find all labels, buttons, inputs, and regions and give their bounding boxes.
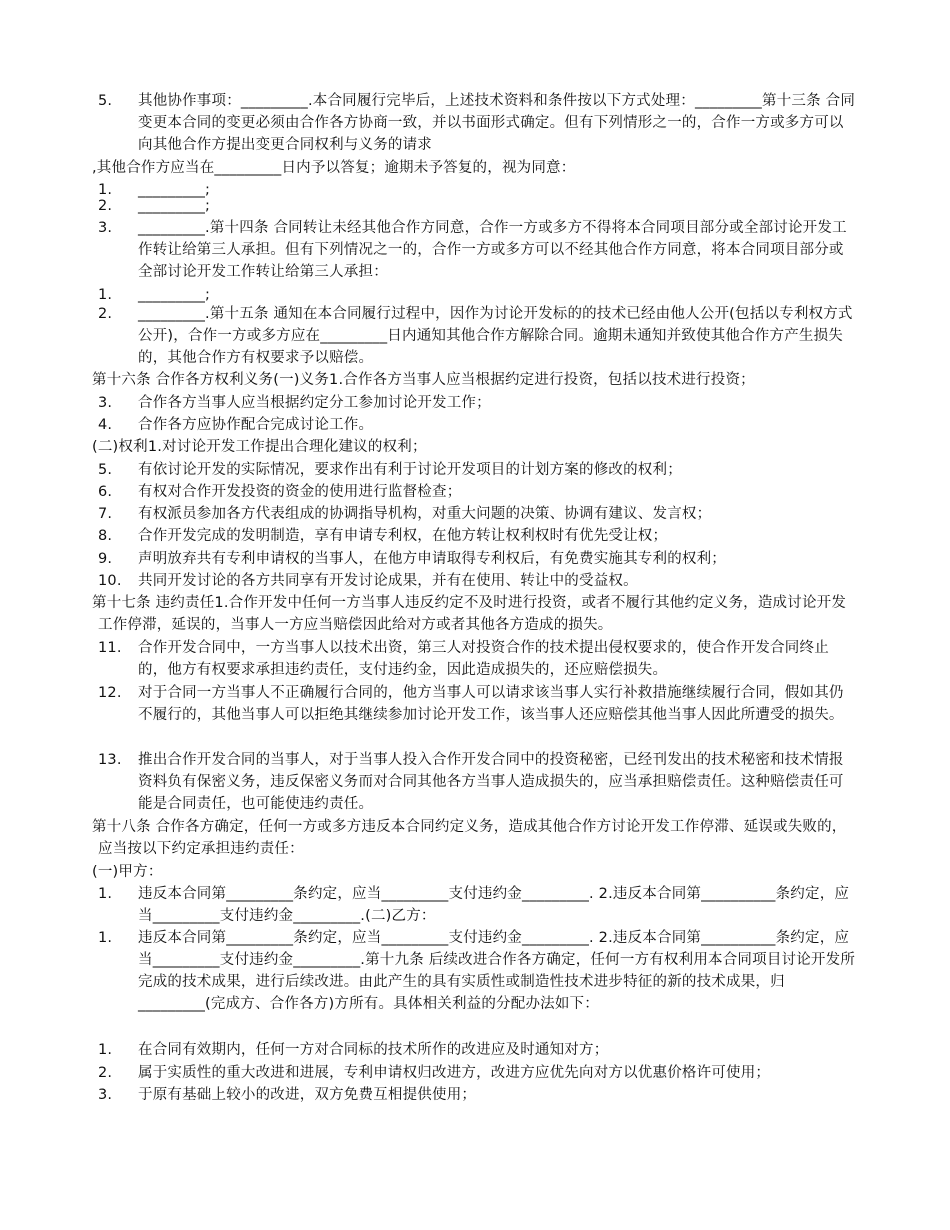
numbered-clause xyxy=(98,90,856,156)
clause-number: 3. xyxy=(98,395,113,411)
paragraph-text: (二)权利1.对讨论开发工作提出合理化建议的权利； xyxy=(92,439,427,455)
clause-text: 合作各方应协作配合完成讨论工作。 xyxy=(138,417,374,433)
paragraph xyxy=(92,592,856,636)
paragraph-text: 第十六条 合作各方权利义务(一)义务1.合作各方当事人应当根据约定进行投资，包括以技术进行投资； xyxy=(92,372,755,388)
clause-number: 2. xyxy=(98,198,113,214)
clause-number: 1. xyxy=(98,930,113,946)
clause-text: 有权对合作开发投资的资金的使用进行监督检查； xyxy=(138,484,462,500)
clause-text: _________; xyxy=(138,182,211,198)
clause-number: 7. xyxy=(98,506,113,522)
clause-number: 2. xyxy=(98,1065,113,1081)
numbered-clause xyxy=(98,217,856,283)
clause-number: 4. xyxy=(98,417,113,433)
paragraph-text: (一)甲方： xyxy=(92,864,163,880)
numbered-clause xyxy=(98,503,856,525)
clause-number: 5. xyxy=(98,93,113,109)
numbered-clause xyxy=(98,1084,856,1106)
clause-text: 合作开发完成的发明制造，享有申请专利权，在他方转让权利权时有优先受让权； xyxy=(138,528,668,544)
clause-number: 10. xyxy=(98,573,122,589)
numbered-clause xyxy=(98,682,856,726)
clause-number: 1. xyxy=(98,287,113,303)
numbered-clause xyxy=(98,548,856,570)
clause-number: 9. xyxy=(98,551,113,567)
clause-number: 12. xyxy=(98,685,122,701)
paragraph xyxy=(92,436,856,458)
paragraph-text: 第十八条 合作各方确定，任何一方或多方违反本合同约定义务，造成其他合作方讨论开发工作停滞、延误或失败的，应当按以下约定承担违约责任： xyxy=(92,819,847,857)
numbered-clause xyxy=(98,459,856,481)
clause-text: 声明放弃共有专利申请权的当事人，在他方申请取得专利权后，有免费实施其专利的权利； xyxy=(138,551,726,567)
numbered-clause xyxy=(98,1062,856,1084)
clause-number: 8. xyxy=(98,528,113,544)
paragraph xyxy=(92,861,856,883)
clause-number: 5. xyxy=(98,462,113,478)
numbered-clause xyxy=(98,927,856,1015)
clause-text: 违反本合同第_________条约定，应当_________支付违约金_________. 2.违反本合同第__________条约定，应当_________支付违约金_________.第十九条 后续改进合作各方确定，任何一方有权利用本合同项目讨论开发所完成的技术成果，进行后续改进。由此产生的具有实质性或制造性技术进步特征的新的技术成果，归_________(完成方、合作各方)方所有。具体相关利益的分配办法如下： xyxy=(138,930,856,1012)
clause-text: 有权派员参加各方代表组成的协调指导机构，对重大问题的决策、协调有建议、发言权； xyxy=(138,506,712,522)
numbered-clause xyxy=(98,1039,856,1061)
numbered-clause xyxy=(98,392,856,414)
clause-text: 违反本合同第_________条约定，应当_________支付违约金_________. 2.违反本合同第__________条约定，应当_________支付违约金_________.(二)乙方： xyxy=(138,886,850,924)
clause-text: _________.第十四条 合同转让未经其他合作方同意，合作一方或多方不得将本合同项目部分或全部讨论开发工作转让给第三人承担。但有下列情况之一的，合作一方或多方可以不经其他合作方同意，将本合同项目部分或全部讨论开发工作转让给第三人承担： xyxy=(138,220,847,280)
numbered-clause xyxy=(98,414,856,436)
numbered-clause xyxy=(98,525,856,547)
paragraph xyxy=(92,157,856,179)
clause-number: 11. xyxy=(98,640,122,656)
clause-text: 有依讨论开发的实际情况，要求作出有利于讨论开发项目的计划方案的修改的权利； xyxy=(138,462,682,478)
paragraph xyxy=(92,369,856,391)
clause-text: 对于合同一方当事人不正确履行合同的，他方当事人可以请求该当事人实行补救措施继续履行合同，假如其仍不履行的，其他当事人可以拒绝其继续参加讨论开发工作，该当事人还应赔偿其他当事人因此所遭受的损失。 xyxy=(138,685,844,723)
clause-text: 合作各方当事人应当根据约定分工参加讨论开发工作； xyxy=(138,395,491,411)
clause-text: 推出合作开发合同的当事人，对于当事人投入合作开发合同中的投资秘密，已经刊发出的技术秘密和技术情报资料负有保密义务，违反保密义务而对合同其他各方当事人造成损失的，应当承担赔偿责任。这种赔偿责任可能是合同责任，也可能使违约责任。 xyxy=(138,752,844,812)
numbered-clause xyxy=(98,749,856,815)
clause-text: 在合同有效期内，任何一方对合同标的技术所作的改进应及时通知对方； xyxy=(138,1042,609,1058)
clause-text: _________; xyxy=(138,287,211,303)
clause-number: 6. xyxy=(98,484,113,500)
clause-text: _________; xyxy=(138,198,211,214)
clause-text: 其他协作事项：_________.本合同履行完毕后，上述技术资料和条件按以下方式处理：_________第十三条 合同变更本合同的变更必须由合作各方协商一致，并以书面形式确定。但有下列情形之一的，合作一方或多方可以向其他合作方提出变更合同权利与义务的请求 xyxy=(138,93,856,153)
clause-number: 13. xyxy=(98,752,122,768)
numbered-clause xyxy=(98,883,856,927)
paragraph-text: 第十七条 违约责任1.合作开发中任何一方当事人违反约定不及时进行投资，或者不履行其他约定义务，造成讨论开发工作停滞，延误的，当事人一方应当赔偿因此给对方或者其他各方造成的损失。 xyxy=(92,595,847,633)
clause-number: 1. xyxy=(98,1042,113,1058)
numbered-clause xyxy=(98,195,856,217)
clause-number: 3. xyxy=(98,220,113,236)
numbered-clause xyxy=(98,303,856,369)
paragraph-text: ,其他合作方应当在_________日内予以答复；逾期未予答复的，视为同意： xyxy=(92,160,576,176)
clause-text: 于原有基础上较小的改进，双方免费互相提供使用； xyxy=(138,1087,477,1103)
clause-number: 2. xyxy=(98,306,113,322)
paragraph xyxy=(92,816,856,860)
clause-text: 属于实质性的重大改进和进展，专利申请权归改进方，改进方应优先向对方以优惠价格许可使用； xyxy=(138,1065,771,1081)
clause-number: 1. xyxy=(98,182,113,198)
clause-text: 共同开发讨论的各方共同享有开发讨论成果，并有在使用、转让中的受益权。 xyxy=(138,573,638,589)
clause-number: 1. xyxy=(98,886,113,902)
clause-text: _________.第十五条 通知在本合同履行过程中，因作为讨论开发标的的技术已经由他人公开(包括以专利权方式公开)，合作一方或多方应在_________日内通知其他合作方解除合同。逾期未通知并致使其他合作方产生损失的，其他合作方有权要求予以赔偿。 xyxy=(138,306,853,366)
clause-text: 合作开发合同中，一方当事人以技术出资，第三人对投资合作的技术提出侵权要求的，使合作开发合同终止的，他方有权要求承担违约责任，支付违约金，因此造成损失的，还应赔偿损失。 xyxy=(138,640,829,678)
clause-number: 3. xyxy=(98,1087,113,1103)
numbered-clause xyxy=(98,637,856,681)
numbered-clause xyxy=(98,570,856,592)
numbered-clause xyxy=(98,481,856,503)
